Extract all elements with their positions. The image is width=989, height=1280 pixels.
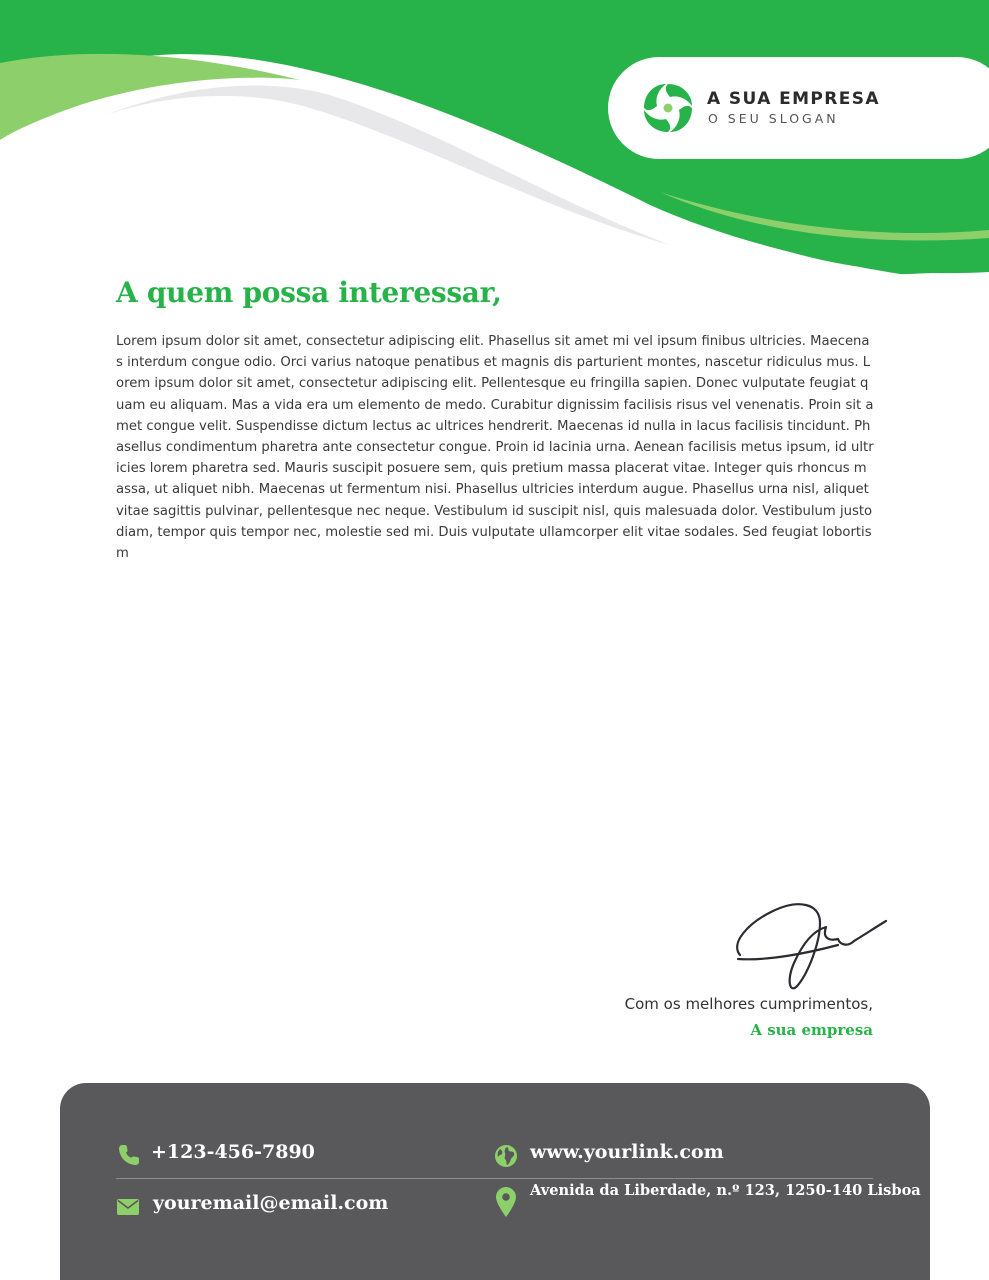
handwritten-signature [728, 893, 890, 993]
globe-icon [494, 1144, 518, 1168]
map-pin-icon [496, 1187, 516, 1217]
footer-phone[interactable]: +123-456-7890 [151, 1141, 315, 1163]
company-slogan: O SEU SLOGAN [708, 111, 839, 126]
envelope-icon [117, 1199, 139, 1215]
pinwheel-logo-icon [642, 82, 694, 134]
company-name: A SUA EMPRESA [707, 89, 880, 109]
signature-company: A sua empresa [750, 1021, 873, 1039]
footer-divider [116, 1178, 873, 1179]
closing-line: Com os melhores cumprimentos, [624, 995, 873, 1013]
footer-address: Avenida da Liberdade, n.º 123, 1250-140 Lisboa [530, 1182, 921, 1199]
footer-website[interactable]: www.yourlink.com [530, 1141, 724, 1163]
letter-body: Lorem ipsum dolor sit amet, consectetur adipiscing elit. Phasellus sit amet mi vel ipsum finibus ultricies. Maecenas interdum congue odio. Orci varius natoque penatibus et magnis dis parturient montes, nascetur ridiculus mus. Lorem ipsum dolor sit amet, consectetur adipiscing elit. Pellentesque eu fringilla sapien. Donec vulputate feugiat quam eu aliquam. Mas a vida era um elemento de medo. Curabitur dignissim facilisis risus vel venenatis. Proin sit amet congue velit. Suspendisse dictum lectus ac ultrices hendrerit. Maecenas id nulla in lacus facilisis tincidunt. Phasellus condimentum pharetra ante consectetur congue. Proin id lacinia urna. Aenean facilisis metus ipsum, id ultricies lorem pharetra sed. Mauris suscipit posuere sem, quis pretium massa placerat vitae. Integer quis rhoncus massa, ut aliquet nibh. Maecenas ut fermentum nisi. Phasellus ultricies interdum augue. Phasellus urna nisl, aliquet vitae sagittis pulvinar, pellentesque nec neque. Vestibulum id suscipit nisl, quis malesuada dolor. Vestibulum justo diam, tempor quis tempor nec, molestie sed mi. Duis vulputate ullamcorper elit vitae sodales. Sed feugiat lobortis m [116, 334, 874, 562]
letter-greeting: A quem possa interessar, [116, 276, 502, 309]
footer-email[interactable]: youremail@email.com [153, 1192, 389, 1214]
phone-icon [117, 1143, 141, 1167]
